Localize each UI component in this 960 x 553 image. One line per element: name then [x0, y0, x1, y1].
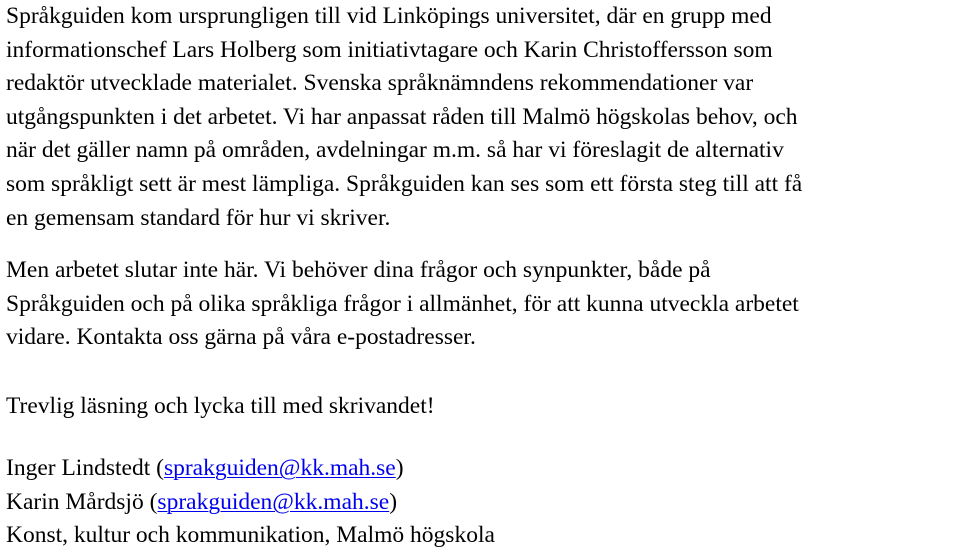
feedback-line: Språkguiden och på olika språkliga frågor i allmänhet, för att kunna utveckla arbetet	[6, 290, 799, 317]
author-1-email-link[interactable]: sprakguiden@kk.mah.se	[163, 455, 396, 481]
closing-line: Trevlig läsning och lycka till med skrivandet!	[6, 393, 435, 419]
feedback-line: Men arbetet slutar inte här. Vi behöver dina frågor och synpunkter, både på	[6, 257, 711, 283]
intro-paragraph	[6, 0, 802, 235]
author-2-email-link[interactable]: sprakguiden@kk.mah.se	[157, 488, 390, 515]
feedback-line: vidare. Kontakta oss gärna på våra e-postadresser.	[6, 324, 476, 351]
closing-paragraph	[6, 390, 435, 424]
author-1-close: )	[395, 455, 404, 481]
author-2-name: Karin Mårdsjö (	[6, 488, 158, 515]
intro-line: Språkguiden kom ursprungligen till vid Linköpings universitet, där en grupp med	[6, 3, 772, 29]
intro-line: utgångspunkten i det arbetet. Vi har anpassat råden till Malmö högskolas behov, och	[6, 103, 798, 130]
intro-line: redaktör utvecklade materialet. Svenska språknämndens rekommendationer var	[6, 70, 754, 97]
intro-line: en gemensam standard för hur vi skriver.	[6, 204, 391, 231]
author-1-name: Inger Lindstedt (	[6, 455, 164, 481]
feedback-paragraph	[6, 254, 799, 355]
intro-line: när det gäller namn på områden, avdelningar m.m. så har vi föreslagit de alternativ	[6, 137, 784, 164]
signature-department: Konst, kultur och kommunikation, Malmö högskola	[6, 522, 495, 549]
signature-author-2	[6, 486, 495, 520]
intro-line: som språkligt sett är mest lämpliga. Språkguiden kan ses som ett första steg till att få	[6, 170, 803, 197]
intro-line: informationschef Lars Holberg som initiativtagare och Karin Christoffersson som	[6, 36, 773, 63]
signature-author-1	[6, 452, 495, 486]
signature-block	[6, 452, 495, 553]
author-2-close: )	[389, 488, 398, 515]
